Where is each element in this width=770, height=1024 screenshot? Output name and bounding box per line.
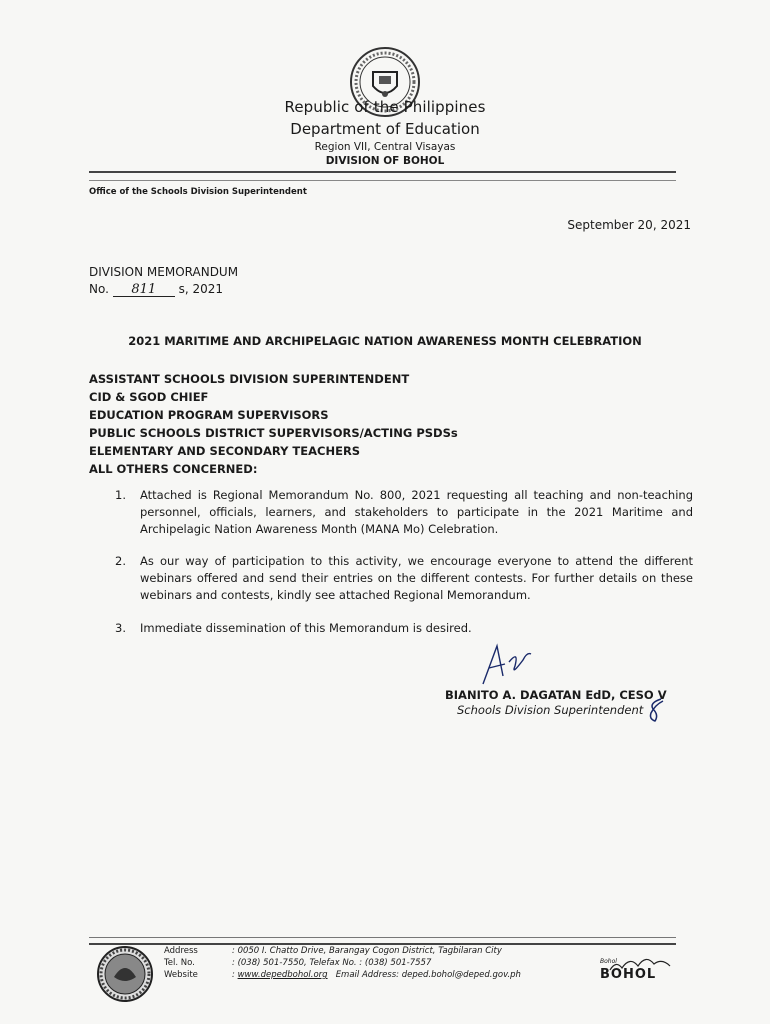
header-division: DIVISION OF BOHOL — [325, 155, 445, 167]
memo-number-line — [89, 282, 223, 297]
website-row: : www.depedbohol.org Email Address: deped.bohol@deped.gov.ph — [232, 970, 521, 980]
signature-scribble-icon — [475, 640, 535, 690]
footer-divider — [89, 937, 676, 945]
website-label: Website — [164, 970, 198, 980]
addressee: ELEMENTARY AND SECONDARY TEACHERS — [89, 444, 361, 458]
address-label: Address — [164, 946, 198, 956]
memo-no-label: No. — [89, 282, 109, 296]
bohol-logo-small-text: Bohol — [600, 958, 617, 965]
email-label: Email Address: — [335, 970, 400, 980]
bohol-logo-text: BOHOL — [600, 967, 657, 982]
addressee-list — [89, 370, 458, 478]
memo-date: September 20, 2021 — [567, 218, 691, 232]
tel-value: : (038) 501-7550, Telefax No. : (038) 501-7557 — [232, 958, 432, 968]
item-text: Immediate dissemination of this Memorandum is desired. — [140, 621, 472, 635]
memo-item — [115, 553, 693, 604]
email-value[interactable]: deped.bohol@deped.gov.ph — [401, 970, 521, 980]
addressee: CID & SGOD CHIEF — [89, 390, 209, 404]
footer-values — [232, 945, 521, 981]
memo-series: s, 2021 — [178, 282, 223, 296]
item-number: 1. — [115, 488, 126, 502]
memo-subject: 2021 MARITIME AND ARCHIPELAGIC NATION AWARENESS MONTH CELEBRATION — [128, 334, 642, 348]
header-divider — [89, 171, 676, 181]
addressee: EDUCATION PROGRAM SUPERVISORS — [89, 408, 329, 422]
addressee: PUBLIC SCHOOLS DISTRICT SUPERVISORS/ACTING PSDSs — [89, 426, 458, 440]
signatory-name: BIANITO A. DAGATAN EdD, CESO V — [445, 688, 667, 702]
header-region: Region VII, Central Visayas — [314, 141, 456, 153]
memo-title: DIVISION MEMORANDUM — [89, 265, 239, 279]
header-republic: Republic of the Philippines — [284, 98, 486, 116]
addressee: ALL OTHERS CONCERNED: — [89, 462, 258, 476]
tel-label: Tel. No. — [164, 958, 195, 968]
footer-labels — [164, 945, 198, 981]
division-seal-icon — [96, 945, 154, 1003]
item-number: 3. — [115, 621, 126, 635]
initial-mark-icon — [645, 697, 667, 723]
office-label: Office of the Schools Division Superintendent — [89, 187, 307, 197]
addressee: ASSISTANT SCHOOLS DIVISION SUPERINTENDENT — [89, 372, 410, 386]
item-number: 2. — [115, 554, 126, 568]
item-text: As our way of participation to this activity, we encourage everyone to attend the different webinars offered and send their entries on the different contests. For further details on these webinars and contests, kindly see attached Regional Memorandum. — [140, 554, 693, 602]
address-value: : 0050 I. Chatto Drive, Barangay Cogon District, Tagbilaran City — [232, 946, 502, 956]
signatory-role: Schools Division Superintendent — [457, 703, 644, 717]
memo-number: 811 — [113, 283, 175, 297]
item-text: Attached is Regional Memorandum No. 800, 2021 requesting all teaching and non-teaching personnel, officials, learners, and stakeholders to participate in the 2021 Maritime and Archipelagic Nation Awareness Month (MANA Mo) Celebration. — [140, 488, 693, 536]
website-link[interactable]: www.depedbohol.org — [237, 970, 328, 980]
memo-item — [115, 620, 693, 637]
memo-item — [115, 487, 693, 538]
header-department: Department of Education — [290, 120, 480, 138]
